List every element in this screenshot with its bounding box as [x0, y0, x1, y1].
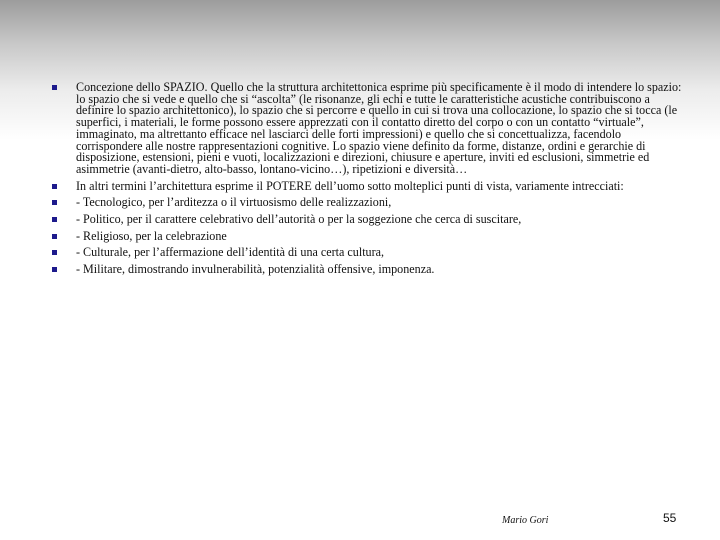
square-bullet-icon — [52, 200, 57, 205]
bullet-text: - Religioso, per la celebrazione — [76, 228, 227, 243]
square-bullet-icon — [52, 184, 57, 189]
bullet-text: - Militare, dimostrando invulnerabilità, potenzialità offensive, imponenza. — [76, 262, 435, 277]
bullet-list — [50, 82, 690, 276]
bullet-item — [50, 247, 690, 259]
page-number: 55 — [663, 511, 677, 525]
bullet-text: - Tecnologico, per l’arditezza o il virtuosismo delle realizzazioni, — [76, 195, 392, 210]
bullet-item — [50, 228, 690, 243]
square-bullet-icon — [52, 85, 57, 90]
footer-author: Mario Gori — [502, 515, 549, 526]
square-bullet-icon — [52, 217, 57, 222]
bullet-text: Concezione dello SPAZIO. Quello che la struttura architettonica esprime più specificamente è il modo di intendere lo spazio: lo spazio che si vede e quello che si “ascolta” (le risonanze, gli echi e tutte le caratteristiche acustiche contribuiscono a definire lo spazio architettonico), lo spazio che si percorre e quello in cui si trova una collocazione, lo spazio che si tocca (le superfici, i materiali, le forme possono essere apprezzati con il contatto diretto del corpo o con un contatto “virtuale”, immaginato, ma altrettanto efficace nel lasciarci delle forti impressioni) e quello che si concettualizza, facendolo corrispondere alle nostre rappresentazioni cognitive. Lo spazio viene definito da forme, distanze, ordini e gerarchie di disposizione, estensioni, pieni e vuoti, localizzazioni e direzioni, chiusure e aperture, inviti ed esclusioni, simmetrie ed asimmetrie (avanti-dietro, alto-basso, lontano-vicino…), ripetizioni e diversità… — [76, 80, 682, 176]
square-bullet-icon — [52, 267, 57, 272]
bullet-text: - Politico, per il carattere celebrativo dell’autorità o per la soggezione che cerca di suscitare, — [76, 212, 522, 227]
bullet-item — [50, 82, 690, 176]
bullet-item — [50, 264, 690, 276]
bullet-item — [50, 214, 690, 226]
bullet-text: In altri termini l’architettura esprime il POTERE dell’uomo sotto molteplici punti di vista, variamente intrecciati: — [76, 178, 624, 193]
bullet-item — [50, 178, 690, 193]
bullet-text: - Culturale, per l’affermazione dell’identità di una certa cultura, — [76, 245, 385, 260]
bullet-item — [50, 197, 690, 209]
square-bullet-icon — [52, 250, 57, 255]
square-bullet-icon — [52, 234, 57, 239]
slide-body — [50, 82, 690, 281]
